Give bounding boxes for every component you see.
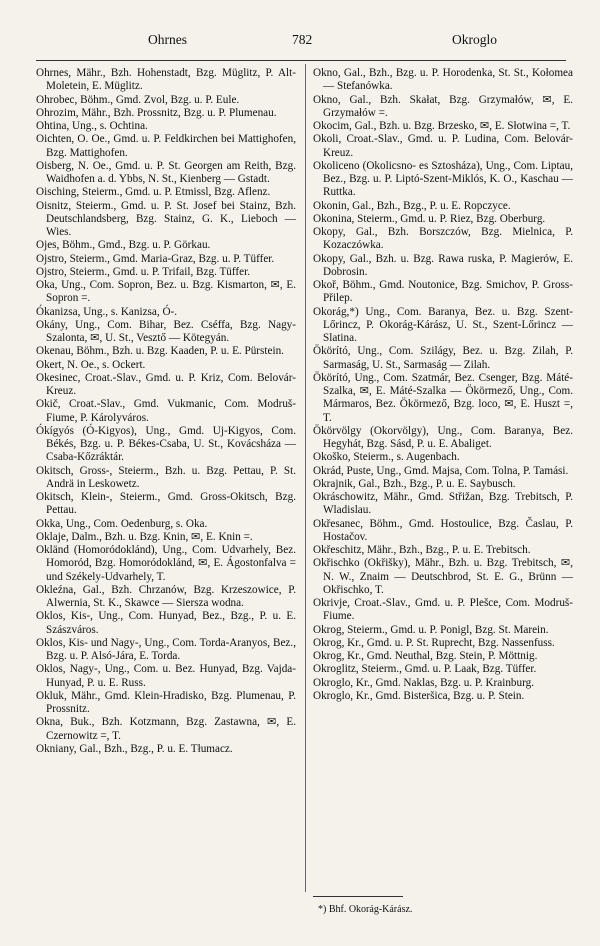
gazetteer-entry: Ojstro, Steierm., Gmd. u. P. Trifail, Bzg. Tüffer. (36, 265, 251, 278)
gazetteer-entry: Okroglitz, Steierm., Gmd. u. P. Laak, Bzg. Tüffer. (313, 663, 537, 676)
gazetteer-entry: Okna, Buk., Bzh. Kotzmann, Bzg. Zastawna, ✉, E. Czernowitz =, T. (36, 716, 296, 742)
gazetteer-entry: Okluk, Mähr., Gmd. Klein-Hradisko, Bzg. Plumenau, P. Prossnitz. (36, 689, 296, 715)
gazetteer-entry: Okoli, Croat.-Slav., Gmd. u. P. Ludina, Com. Belovár-Kreuz. (313, 133, 573, 159)
gazetteer-entry: Okenau, Böhm., Bzh. u. Bzg. Kaaden, P. u. E. Pürstein. (36, 345, 284, 358)
gazetteer-entry: Okřesanec, Böhm., Gmd. Hostoulice, Bzg. Časlau, P. Hostačov. (313, 517, 573, 543)
gazetteer-entry: Okno, Gal., Bzh. Skałat, Bzg. Grzymałów, ✉, E. Grzymałów =. (313, 93, 573, 119)
gazetteer-entry: Okleźna, Gal., Bzh. Chrzanów, Bzg. Krzeszowice, P. Alwernia, St. K., Skawce — Siersza wodna. (36, 583, 296, 609)
gazetteer-entry: Okländ (Homoródoklánd), Ung., Com. Udvarhely, Bez. Homoród, Bzg. Homoródoklánd, ✉, E. Ágostonfalva = und Székely-Udvarhely, T. (36, 544, 296, 583)
gazetteer-entry: Ojstro, Steierm., Gmd. Maria-Graz, Bzg. u. P. Tüffer. (36, 252, 275, 265)
gazetteer-entry: Okoliceno (Okolicsno- es Sztosháza), Ung., Com. Liptau, Bez., Bzg. u. P. Liptó-Szent-Miklós, K. O., Kaschau — Ruttka. (313, 159, 573, 199)
gazetteer-entry: Okoško, Steierm., s. Augenbach. (313, 451, 460, 464)
gazetteer-entry: Okrivje, Croat.-Slav., Gmd. u. P. Plešce, Com. Modruš-Fiume. (313, 597, 573, 623)
gazetteer-entry: Okitsch, Gross-, Steierm., Bzh. u. Bzg. Pettau, P. St. Andrä in Leskowetz. (36, 464, 296, 490)
gazetteer-entry: Ohrozim, Mähr., Bzh. Prossnitz, Bzg. u. P. Plumenau. (36, 106, 277, 119)
gazetteer-entry: Okráschowitz, Mähr., Gmd. Střižan, Bzg. Trebitsch, P. Wladislau. (313, 491, 573, 517)
gazetteer-entry: Oklos, Nagy-, Ung., Com. u. Bez. Hunyad, Bzg. Vajda-Hunyad, P. u. E. Russ. (36, 663, 296, 689)
gazetteer-entry: Okoř, Böhm., Gmd. Noutonice, Bzg. Smichov, P. Gross-Přilep. (313, 279, 573, 305)
gazetteer-entry: Ökörító, Ung., Com. Szilágy, Bez. u. Bzg. Zilah, P. Sarmaság, U. St., Sarmaság — Zilah. (313, 345, 573, 371)
gazetteer-entry: Okka, Ung., Com. Oedenburg, s. Oka. (36, 517, 208, 530)
gazetteer-entry: Okocim, Gal., Bzh. u. Bzg. Brzesko, ✉, E. Słotwina =, T. (313, 120, 571, 132)
footnote: *) Bhf. Okorág-Kárász. (318, 904, 413, 915)
gazetteer-entry: Okert, N. Oe., s. Ockert. (36, 358, 146, 371)
running-head-right: Okroglo (452, 32, 497, 47)
column-divider (305, 64, 306, 892)
gazetteer-entry: Okniany, Gal., Bzh., Bzg., P. u. E. Tłumacz. (36, 742, 233, 755)
header-rule (36, 60, 566, 61)
gazetteer-entry: Oklaje, Dalm., Bzh. u. Bzg. Knin, ✉, E. Knin =. (36, 530, 253, 543)
gazetteer-entry: Okopy, Gal., Bzh. Borszczów, Bzg. Mielnica, P. Kozaczówka. (313, 226, 573, 252)
gazetteer-entry: Ojes, Böhm., Gmd., Bzg. u. P. Görkau. (36, 239, 211, 252)
gazetteer-entry: Ökörvölgy (Okorvölgy), Ung., Com. Baranya, Bez. Hegyhát, Bzg. Sásd, P. u. E. Abaliget. (313, 424, 573, 450)
gazetteer-entry: Okonina, Steierm., Gmd. u. P. Riez, Bzg. Oberburg. (313, 212, 546, 225)
gazetteer-entry: Okesinec, Croat.-Slav., Gmd. u. P. Kriz, Com. Belovár-Kreuz. (36, 371, 296, 397)
gazetteer-entry: Okroglo, Kr., Gmd. Bisteršica, Bzg. u. P. Stein. (313, 689, 525, 702)
footnote-rule (313, 896, 403, 897)
gazetteer-entry: Oka, Ung., Com. Sopron, Bez. u. Bzg. Kismarton, ✉, E. Sopron =. (36, 279, 296, 305)
gazetteer-entry: Okrajnik, Gal., Bzh., Bzg., P. u. E. Saybusch. (313, 477, 516, 490)
gazetteer-entry: Ókígyós (Ó-Kigyos), Ung., Gmd. Uj-Kigyos, Com. Békés, Bzg. u. P. Békes-Csaba, U. St., Kovácsháza — Csaba-Kőzráktár. (36, 424, 296, 464)
gazetteer-entry: Oklos, Kis- und Nagy-, Ung., Com. Torda-Aranyos, Bez., Bzg. u. P. Alsó-Jára, E. Torda. (36, 636, 296, 662)
gazetteer-entry: Okno, Gal., Bzh., Bzg. u. P. Horodenka, St. St., Kołomea — Stefanówka. (313, 67, 573, 93)
gazetteer-entry: Ohtina, Ung., s. Ochtina. (36, 120, 148, 132)
gazetteer-entry: Okrog, Kr., Gmd. u. P. St. Ruprecht, Bzg. Nassenfuss. (313, 636, 555, 649)
page-number: 782 (292, 32, 313, 47)
gazetteer-entry: Okonin, Gal., Bzh., Bzg., P. u. E. Ropczyce. (313, 199, 511, 212)
gazetteer-entry: Oichten, O. Oe., Gmd. u. P. Feldkirchen bei Mattighofen, Bzg. Mattighofen. (36, 133, 296, 159)
gazetteer-entry: Oklos, Kis-, Ung., Com. Hunyad, Bez., Bzg., P. u. E. Szászváros. (36, 610, 296, 636)
gazetteer-entry: Ókanizsa, Ung., s. Kanizsa, Ó-. (36, 305, 178, 318)
gazetteer-entry: Okřischko (Okřišky), Mähr., Bzh. u. Bzg. Trebitsch, ✉, N. W., Znaim — Deutschbrod, St. E. G., Brünn — Okřischko, T. (313, 557, 573, 596)
gazetteer-entry: Ohrnes, Mähr., Bzh. Hohenstadt, Bzg. Müglitz, P. Alt-Moletein, E. Müglitz. (36, 67, 296, 93)
gazetteer-entry: Oisching, Steierm., Gmd. u. P. Etmissl, Bzg. Aflenz. (36, 186, 271, 199)
gazetteer-entry: Okič, Croat.-Slav., Gmd. Vukmanic, Com. Modruš-Fiume, P. Károlyváros. (36, 398, 296, 424)
gazetteer-entry: Oisnitz, Steierm., Gmd. u. P. St. Josef bei Stainz, Bzh. Deutschlandsberg, Bzg. Stainz, G. K., Lieboch — Wies. (36, 199, 296, 238)
page-header (0, 32, 600, 54)
gazetteer-entry: Ohrobec, Böhm., Gmd. Zvol, Bzg. u. P. Eule. (36, 93, 240, 106)
gazetteer-entry: Okopy, Gal., Bzh. u. Bzg. Rawa ruska, P. Magierów, E. Dobrosin. (313, 252, 573, 278)
gazetteer-entry: Ökörító, Ung., Com. Szatmár, Bez. Csenger, Bzg. Máté-Szalka, ✉, E. Máté-Szalka — Ökörmező, Ung., Com. Mármaros, Bez. Ökörmező, Bzg. loco, ✉, E. Huszt =, T. (313, 371, 573, 424)
running-head-left: Ohrnes (148, 32, 187, 47)
gazetteer-entry: Okroglo, Kr., Gmd. Naklas, Bzg. u. P. Krainburg. (313, 676, 535, 689)
gazetteer-entry: Okrog, Steierm., Gmd. u. P. Ponigl, Bzg. St. Marein. (313, 623, 549, 636)
gazetteer-entry: Okrád, Puste, Ung., Gmd. Majsa, Com. Tolna, P. Tamási. (313, 464, 569, 477)
gazetteer-entry: Okitsch, Klein-, Steierm., Gmd. Gross-Okitsch, Bzg. Pettau. (36, 491, 296, 517)
gazetteer-entry: Okrog, Kr., Gmd. Neuthal, Bzg. Stein, P. Möttnig. (313, 650, 538, 662)
gazetteer-entry: Okány, Ung., Com. Bihar, Bez. Cséffa, Bzg. Nagy-Szalonta, ✉, U. St., Vesztő — Kötegyán. (36, 318, 296, 344)
gazetteer-entry: Oisberg, N. Oe., Gmd. u. P. St. Georgen am Reith, Bzg. Waidhofen a. d. Ybbs, N. St., Kienberg — Gstadt. (36, 159, 296, 185)
gazetteer-entry: Okřeschitz, Mähr., Bzh., Bzg., P. u. E. Trebitsch. (313, 544, 531, 556)
left-column (36, 67, 296, 756)
gazetteer-entry: Okorág,*) Ung., Com. Baranya, Bez. u. Bzg. Szent-Lőrincz, P. Okorág-Kárász, U. St., Szent-Lőrincz — Slatina. (313, 305, 573, 344)
right-column (313, 67, 573, 703)
